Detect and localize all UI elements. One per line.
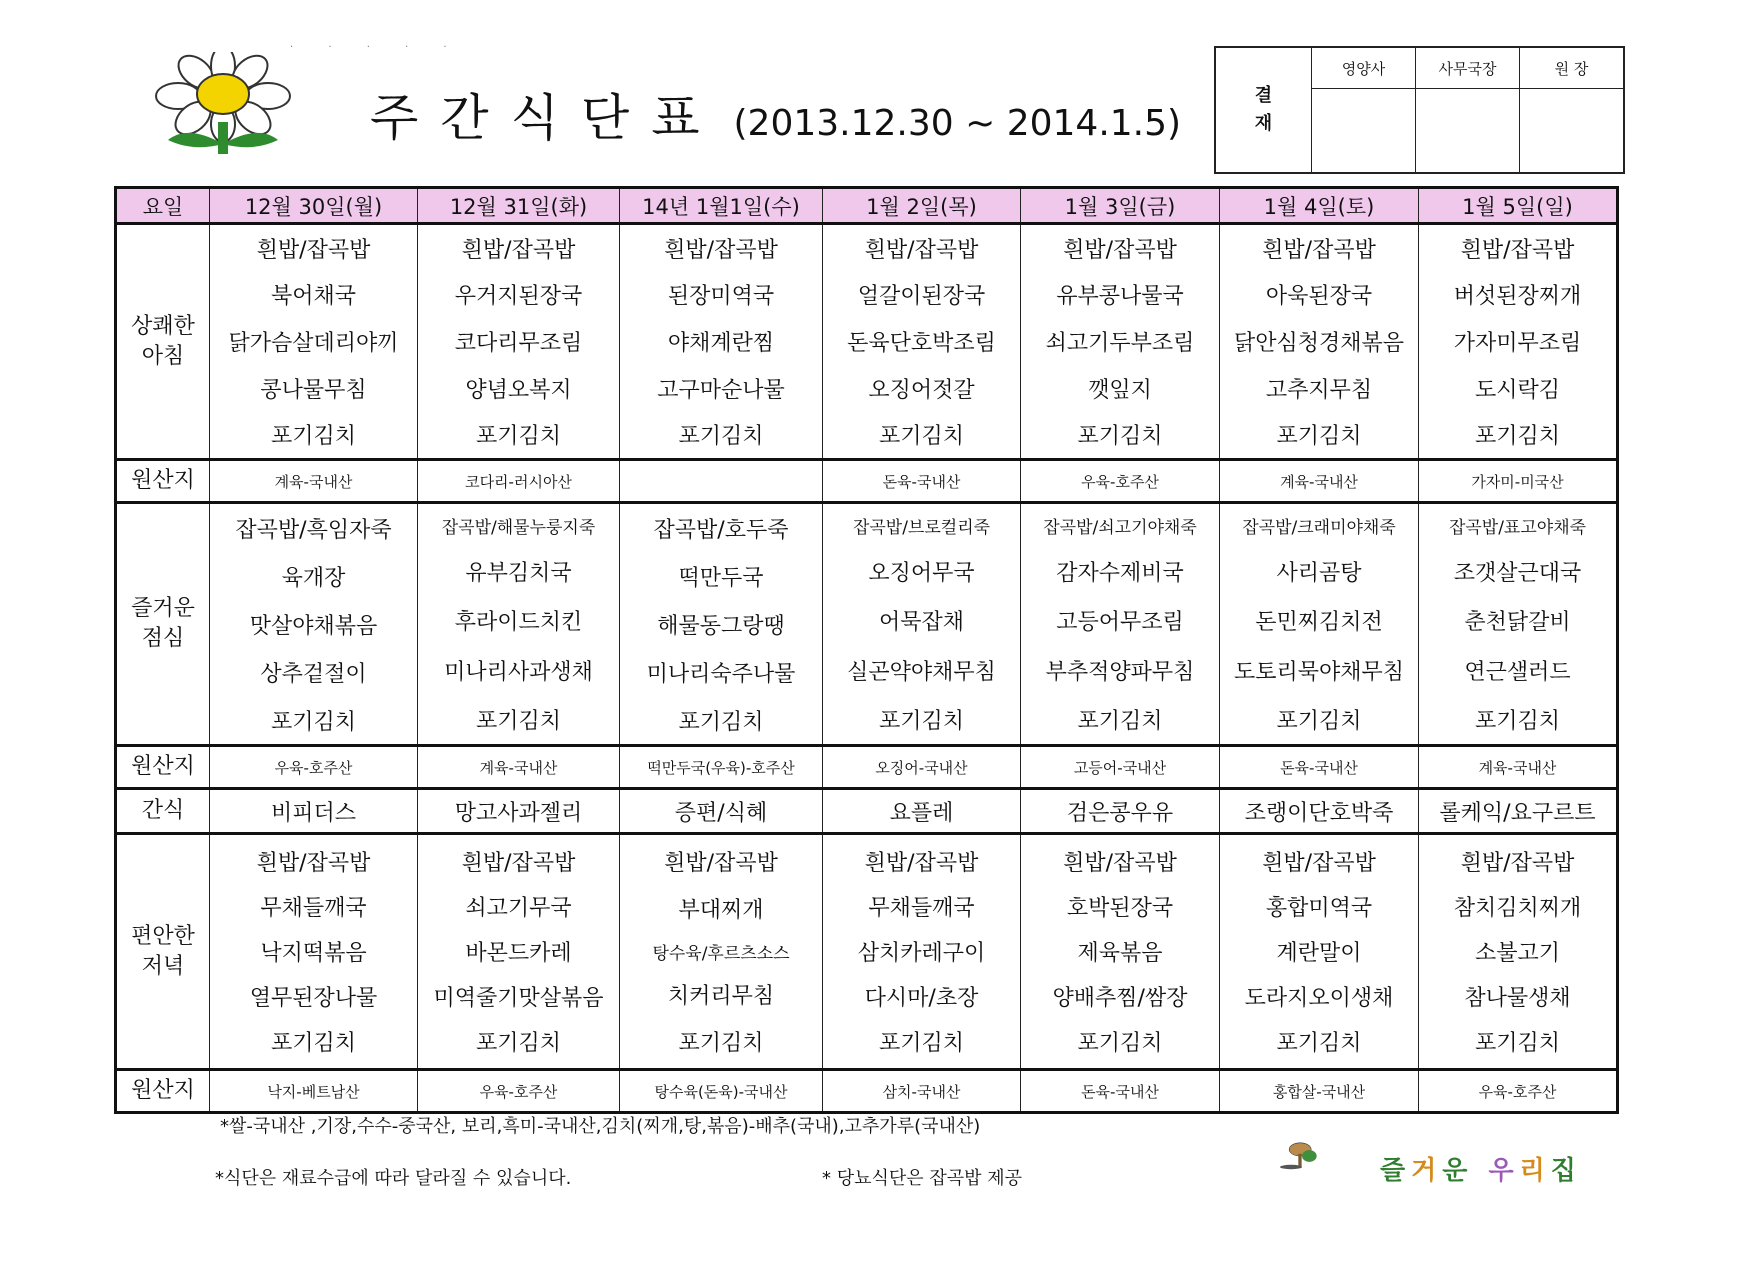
lunch-item-list — [210, 504, 417, 744]
lunch-cell — [210, 503, 418, 746]
menu-item: 낙지떡볶음 — [260, 940, 367, 966]
lunch-item-list — [823, 504, 1020, 744]
snack-label: 간식 — [116, 789, 210, 834]
menu-item: 열무된장나물 — [249, 986, 378, 1012]
menu-item: 흰밥/잡곡밥 — [1460, 237, 1575, 263]
origin-cell: 고등어-국내산 — [1021, 746, 1220, 789]
dinner-item-list — [1220, 839, 1418, 1065]
breakfast-item-list — [823, 225, 1020, 458]
origin-cell: 가자미-미국산 — [1419, 460, 1618, 503]
menu-item: 버섯된장찌개 — [1453, 284, 1582, 310]
approval-box — [1214, 46, 1625, 174]
menu-item: 떡만두국 — [678, 565, 764, 591]
breakfast-origin-row — [116, 460, 1618, 503]
lunch-label-line: 점심 — [141, 626, 185, 651]
day-header: 1월 2일(목) — [823, 188, 1021, 224]
breakfast-cell — [210, 224, 418, 460]
origin-cell: 돈육-국내산 — [1220, 746, 1419, 789]
logo-char — [1473, 1156, 1488, 1186]
dinner-cell — [823, 834, 1021, 1070]
breakfast-cell — [1220, 224, 1419, 460]
origin-cell — [620, 460, 823, 503]
approval-director: 사무국장 — [1416, 47, 1520, 89]
menu-item: 미나리숙주나물 — [646, 661, 796, 687]
menu-item: 무채들깨국 — [868, 895, 975, 921]
origin-label: 원산지 — [116, 460, 210, 503]
menu-item: 포기김치 — [475, 1031, 561, 1057]
menu-item: 양념오복지 — [465, 377, 572, 403]
origin-cell: 돈육-국내산 — [823, 460, 1021, 503]
menu-item: 얼갈이된장국 — [857, 284, 986, 310]
menu-item: 흰밥/잡곡밥 — [664, 237, 778, 263]
dinner-row — [116, 834, 1618, 1070]
menu-item: 포기김치 — [270, 709, 356, 735]
breakfast-item-list — [210, 225, 417, 458]
menu-item: 포기김치 — [270, 424, 356, 450]
menu-item: 후라이드치킨 — [454, 610, 583, 636]
menu-item: 사리곰탕 — [1276, 561, 1362, 587]
lunch-cell — [418, 503, 620, 746]
breakfast-cell — [620, 224, 823, 460]
menu-item: 돈민찌김치전 — [1255, 610, 1383, 636]
logo-char: 집 — [1550, 1156, 1582, 1186]
day-header: 12월 31일(화) — [418, 188, 620, 224]
menu-item: 실곤약야채무침 — [847, 659, 996, 685]
lunch-cell — [1021, 503, 1220, 746]
menu-item: 바몬드카레 — [465, 940, 572, 966]
menu-item: 포기김치 — [1276, 424, 1362, 450]
snack-cell: 조랭이단호박죽 — [1220, 789, 1419, 834]
menu-item: 고추지무침 — [1265, 377, 1373, 403]
breakfast-label-line: 아침 — [141, 343, 185, 369]
origin-cell: 우육-호주산 — [418, 1070, 620, 1113]
day-header: 12월 30일(월) — [210, 188, 418, 224]
menu-item: 치커리무침 — [667, 984, 775, 1010]
breakfast-item-list — [418, 225, 619, 458]
menu-item: 잡곡밥/표고야채죽 — [1448, 518, 1587, 539]
approval-head: 원 장 — [1520, 47, 1625, 89]
logo-char: 우 — [1488, 1156, 1520, 1186]
menu-item: 육개장 — [281, 565, 346, 591]
menu-item: 양배추찜/쌈장 — [1052, 986, 1188, 1012]
origin-cell: 낙지-베트남산 — [210, 1070, 418, 1113]
menu-item: 흰밥/잡곡밥 — [664, 851, 778, 877]
day-header-label: 요일 — [116, 188, 210, 224]
dinner-item-list — [823, 839, 1020, 1065]
breakfast-cell — [1419, 224, 1618, 460]
menu-item: 북어채국 — [270, 284, 356, 310]
logo-char: 즐 — [1380, 1156, 1412, 1186]
dinner-label — [116, 834, 210, 1070]
menu-item: 고구마순나물 — [657, 377, 785, 403]
snack-cell: 비피더스 — [210, 789, 418, 834]
snack-row — [116, 789, 1618, 834]
dinner-label-line: 편안한 — [131, 923, 195, 949]
menu-item: 포기김치 — [475, 708, 561, 734]
lunch-item-list — [1419, 504, 1616, 744]
menu-item: 포기김치 — [1276, 708, 1362, 734]
lunch-label-line: 즐거운 — [131, 596, 195, 621]
menu-item: 도라지오이생채 — [1244, 986, 1394, 1012]
menu-item: 조갯살근대국 — [1453, 561, 1582, 587]
origin-label: 원산지 — [116, 746, 210, 789]
dinner-cell — [418, 834, 620, 1070]
origin-cell: 홍합살-국내산 — [1220, 1070, 1419, 1113]
menu-item: 포기김치 — [678, 1030, 764, 1056]
menu-item: 잡곡밥/흑임자죽 — [235, 517, 392, 543]
origin-cell: 오징어-국내산 — [823, 746, 1021, 789]
menu-item: 소불고기 — [1474, 940, 1560, 966]
menu-item: 유부콩나물국 — [1056, 284, 1184, 310]
menu-item: 포기김치 — [1474, 708, 1560, 734]
menu-item: 포기김치 — [1474, 424, 1560, 450]
menu-item: 야채계란찜 — [667, 330, 775, 356]
origin-cell: 우육-호주산 — [1021, 460, 1220, 503]
menu-item: 흰밥/잡곡밥 — [1262, 237, 1376, 263]
diabetes-note: * 당뇨식단은 잡곡밥 제공 — [822, 1168, 1023, 1189]
lunch-cell — [620, 503, 823, 746]
menu-item: 감자수제비국 — [1056, 561, 1184, 587]
menu-item: 오징어무국 — [868, 561, 975, 587]
lunch-item-list — [418, 504, 619, 744]
menu-item: 잡곡밥/브로컬리죽 — [852, 518, 991, 539]
menu-item: 된장미역국 — [667, 284, 775, 310]
approval-label-2: 재 — [1254, 113, 1273, 134]
menu-item: 포기김치 — [1077, 1031, 1163, 1057]
lunch-origin-row — [116, 746, 1618, 789]
menu-item: 포기김치 — [878, 1031, 964, 1057]
breakfast-cell — [823, 224, 1021, 460]
menu-item: 흰밥/잡곡밥 — [256, 237, 371, 263]
menu-item: 포기김치 — [878, 424, 964, 450]
menu-item: 흰밥/잡곡밥 — [1063, 850, 1177, 876]
menu-item: 포기김치 — [1077, 424, 1163, 450]
sign-box-director[interactable] — [1416, 89, 1520, 173]
menu-item: 흰밥/잡곡밥 — [1460, 850, 1575, 876]
breakfast-row — [116, 224, 1618, 460]
lunch-cell — [1220, 503, 1419, 746]
menu-item: 쇠고기무국 — [465, 895, 572, 921]
menu-item: 코다리무조림 — [454, 330, 583, 356]
day-header-row — [116, 188, 1618, 224]
menu-item: 가자미무조림 — [1453, 330, 1582, 356]
menu-item: 흰밥/잡곡밥 — [461, 850, 576, 876]
snack-cell: 증편/식혜 — [620, 789, 823, 834]
snack-cell: 검은콩우유 — [1021, 789, 1220, 834]
lunch-row — [116, 503, 1618, 746]
origin-cell: 우육-호주산 — [1419, 1070, 1618, 1113]
menu-item: 포기김치 — [270, 1031, 356, 1057]
dinner-item-list — [620, 839, 822, 1065]
menu-item: 잡곡밥/크래미야채죽 — [1242, 518, 1396, 539]
breakfast-item-list — [1220, 225, 1418, 458]
logo-char: 운 — [1442, 1156, 1474, 1186]
origin-cell: 떡만두국(우육)-호주산 — [620, 746, 823, 789]
menu-item: 포기김치 — [475, 424, 561, 450]
approval-label — [1215, 47, 1312, 173]
menu-item: 홍합미역국 — [1265, 895, 1373, 921]
date-range: (2013.12.30 ~ 2014.1.5) — [733, 103, 1182, 144]
menu-item: 계란말이 — [1276, 940, 1362, 966]
daisy-icon — [148, 52, 298, 154]
page-title: 주간식단표 — [370, 89, 722, 147]
breakfast-item-list — [620, 225, 822, 458]
dinner-item-list — [1021, 839, 1219, 1065]
logo-char: 리 — [1519, 1156, 1551, 1186]
lunch-item-list — [620, 504, 822, 744]
menu-item: 잡곡밥/호두죽 — [653, 517, 789, 543]
menu-item: 참치김치찌개 — [1453, 895, 1582, 921]
menu-item: 미나리사과생채 — [444, 659, 593, 685]
breakfast-cell — [1021, 224, 1220, 460]
menu-item: 도시락김 — [1474, 377, 1560, 403]
dinner-item-list — [210, 839, 417, 1065]
menu-item: 상추겉절이 — [260, 661, 367, 687]
approval-nutritionist: 영양사 — [1312, 47, 1416, 89]
menu-item: 호박된장국 — [1066, 895, 1174, 921]
dinner-item-list — [1419, 839, 1616, 1065]
sign-box-head[interactable] — [1520, 89, 1625, 173]
menu-item: 다시마/초장 — [864, 986, 979, 1012]
menu-item: 포기김치 — [1276, 1031, 1362, 1057]
breakfast-cell — [418, 224, 620, 460]
change-note: *식단은 재료수급에 따라 달라질 수 있습니다. — [215, 1168, 572, 1189]
menu-item: 흰밥/잡곡밥 — [461, 237, 576, 263]
breakfast-item-list — [1021, 225, 1219, 458]
breakfast-item-list — [1419, 225, 1616, 458]
origin-cell: 돈육-국내산 — [1021, 1070, 1220, 1113]
dinner-cell — [1220, 834, 1419, 1070]
menu-item: 콩나물무침 — [260, 377, 367, 403]
lunch-cell — [823, 503, 1021, 746]
menu-item: 잡곡밥/해물누룽지죽 — [441, 518, 596, 539]
menu-item: 닭안심청경채볶음 — [1233, 330, 1405, 356]
menu-item: 연근샐러드 — [1464, 659, 1571, 685]
menu-item: 제육볶음 — [1077, 940, 1163, 966]
menu-item: 흰밥/잡곡밥 — [1063, 237, 1177, 263]
menu-item: 맛살야채볶음 — [249, 613, 378, 639]
origin-cell: 계육-국내산 — [210, 460, 418, 503]
menu-item: 아욱된장국 — [1265, 284, 1373, 310]
menu-item: 포기김치 — [678, 424, 764, 450]
breakfast-label-line: 상쾌한 — [131, 313, 195, 339]
menu-item: 해물동그랑땡 — [657, 613, 785, 639]
menu-item: 흰밥/잡곡밥 — [1262, 850, 1376, 876]
dinner-cell — [1419, 834, 1618, 1070]
origin-cell: 계육-국내산 — [1419, 746, 1618, 789]
decorative-dots: · · · · · — [290, 42, 463, 53]
snack-cell: 롤케익/요구르트 — [1419, 789, 1618, 834]
day-header: 14년 1월1일(수) — [620, 188, 823, 224]
sign-box-nutritionist[interactable] — [1312, 89, 1416, 173]
menu-item: 잡곡밥/쇠고기야채죽 — [1043, 518, 1197, 539]
day-header: 1월 5일(일) — [1419, 188, 1618, 224]
menu-item: 어묵잡채 — [878, 610, 964, 636]
origin-note: *쌀-국내산 ,기장,수수-중국산, 보리,흑미-국내산,김치(찌개,탕,볶음)-배추(국내),고추가루(국내산) — [220, 1116, 981, 1137]
snack-cell: 요플레 — [823, 789, 1021, 834]
dinner-item-list — [418, 839, 619, 1065]
menu-item: 탕수육/후르츠소스 — [652, 943, 790, 964]
menu-item: 무채들깨국 — [260, 895, 367, 921]
menu-item: 쇠고기두부조림 — [1045, 330, 1195, 356]
origin-cell: 삼치-국내산 — [823, 1070, 1021, 1113]
lunch-cell — [1419, 503, 1618, 746]
menu-item: 우거지된장국 — [454, 284, 583, 310]
day-header: 1월 4일(토) — [1220, 188, 1419, 224]
dinner-cell — [1021, 834, 1220, 1070]
lunch-label — [116, 503, 210, 746]
menu-item: 포기김치 — [678, 709, 764, 735]
logo-text — [1380, 1150, 1582, 1187]
menu-item: 흰밥/잡곡밥 — [256, 850, 371, 876]
menu-item: 닭가슴살데리야끼 — [228, 330, 399, 356]
dinner-cell — [620, 834, 823, 1070]
day-header: 1월 3일(금) — [1021, 188, 1220, 224]
origin-label: 원산지 — [116, 1070, 210, 1113]
menu-item: 도토리묵야채무침 — [1233, 659, 1405, 685]
mushroom-logo-icon — [1280, 1116, 1390, 1196]
menu-item: 유부김치국 — [465, 561, 572, 587]
menu-item: 춘천닭갈비 — [1464, 610, 1571, 636]
lunch-item-list — [1220, 504, 1418, 744]
menu-item: 흰밥/잡곡밥 — [864, 237, 979, 263]
dinner-origin-row — [116, 1070, 1618, 1113]
origin-cell: 코다리-러시아산 — [418, 460, 620, 503]
title-area — [370, 78, 1181, 150]
menu-item: 부대찌개 — [678, 897, 764, 923]
origin-cell: 우육-호주산 — [210, 746, 418, 789]
menu-item: 오징어젓갈 — [868, 377, 975, 403]
menu-item: 포기김치 — [1474, 1031, 1560, 1057]
menu-item: 포기김치 — [878, 708, 964, 734]
menu-item: 고등어무조림 — [1056, 610, 1184, 636]
origin-cell: 탕수육(돈육)-국내산 — [620, 1070, 823, 1113]
dinner-label-line: 저녁 — [141, 953, 185, 979]
menu-item: 삼치카레구이 — [857, 940, 986, 966]
menu-item: 참나물생채 — [1464, 986, 1571, 1012]
menu-item: 포기김치 — [1077, 708, 1163, 734]
breakfast-label — [116, 224, 210, 460]
menu-table — [114, 186, 1619, 1114]
approval-label-1: 결 — [1254, 85, 1273, 106]
menu-item: 깻잎지 — [1088, 377, 1152, 403]
snack-cell: 망고사과젤리 — [418, 789, 620, 834]
menu-item: 흰밥/잡곡밥 — [864, 850, 979, 876]
origin-cell: 계육-국내산 — [1220, 460, 1419, 503]
menu-item: 부추적양파무침 — [1045, 659, 1195, 685]
menu-item: 돈육단호박조림 — [847, 330, 996, 356]
logo-char: 거 — [1411, 1156, 1443, 1186]
lunch-item-list — [1021, 504, 1219, 744]
origin-cell: 계육-국내산 — [418, 746, 620, 789]
dinner-cell — [210, 834, 418, 1070]
menu-item: 미역줄기맛살볶음 — [433, 986, 604, 1012]
